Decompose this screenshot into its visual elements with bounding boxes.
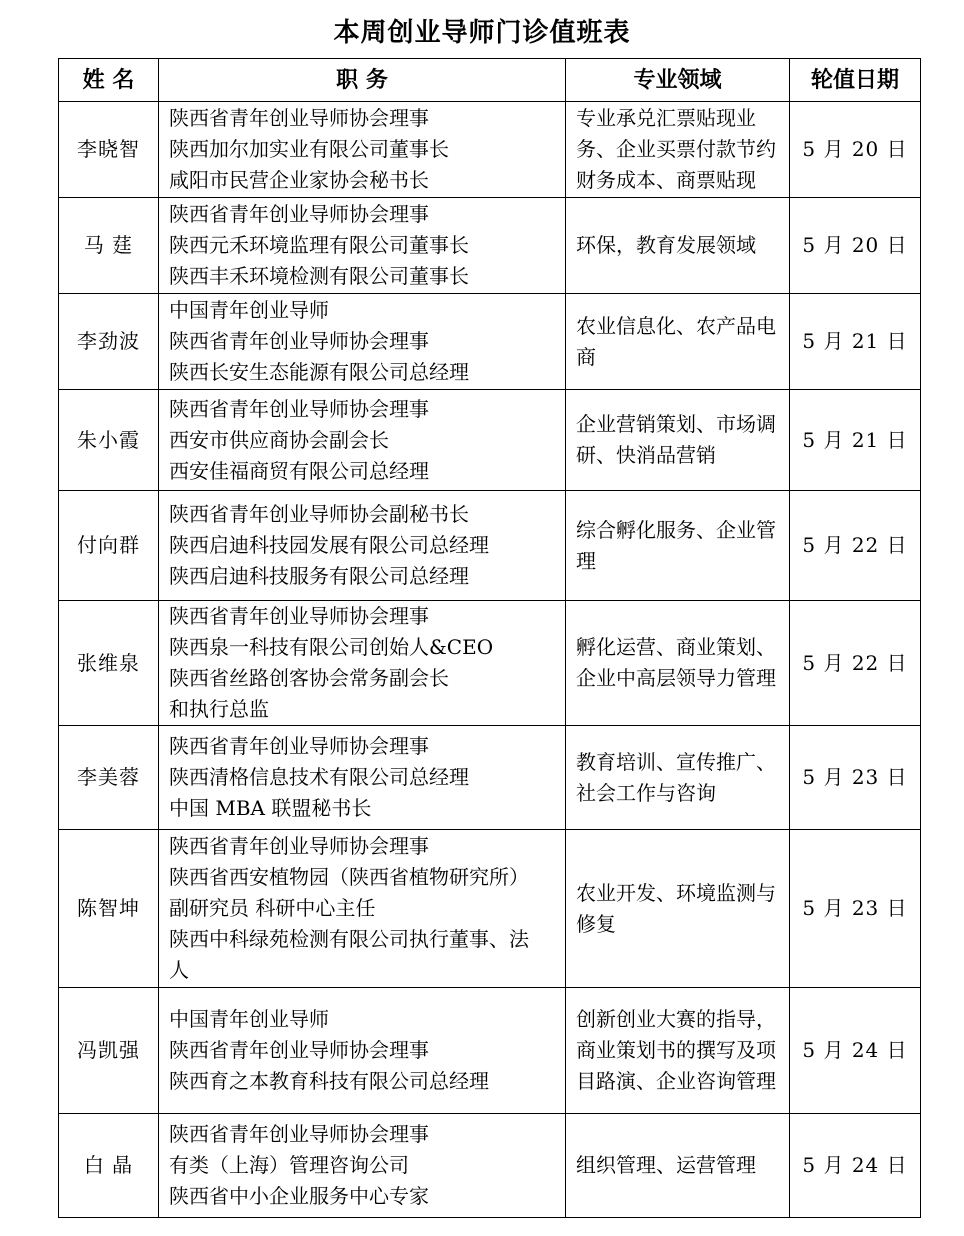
expertise-field: 企业营销策划、市场调研、快消品营销 (566, 390, 790, 491)
table-row (59, 830, 921, 988)
role-line: 陕西省中小企业服务中心专家 (169, 1184, 429, 1208)
role-line: 陕西育之本教育科技有限公司总经理 (169, 1069, 489, 1093)
mentor-roles (159, 830, 566, 988)
role-line: 陕西省青年创业导师协会理事 (169, 834, 429, 858)
table-row (59, 988, 921, 1114)
table-row (59, 198, 921, 294)
role-line: 陕西省西安植物园（陕西省植物研究所） (169, 865, 529, 889)
role-line: 西安佳福商贸有限公司总经理 (169, 458, 429, 483)
mentor-name: 付向群 (59, 491, 159, 601)
page-title: 本周创业导师门诊值班表 (333, 18, 631, 48)
mentor-name: 白 晶 (59, 1114, 159, 1218)
role-line: 陕西省青年创业导师协会副秘书长 (169, 502, 469, 526)
table-row (59, 390, 921, 491)
duty-date: 5 月 23 日 (790, 830, 921, 988)
table-row (59, 294, 921, 390)
header-roles: 职 务 (159, 59, 566, 102)
role-line: 陕西省丝路创客协会常务副会长 (169, 666, 449, 690)
duty-date: 5 月 22 日 (790, 491, 921, 601)
role-line: 陕西启迪科技园发展有限公司总经理 (169, 533, 489, 557)
role-line: 陕西省青年创业导师协会理事 (169, 202, 429, 226)
duty-date: 5 月 21 日 (790, 390, 921, 491)
role-line: 陕西省青年创业导师协会理事 (169, 106, 429, 130)
mentor-name: 陈智坤 (59, 830, 159, 988)
role-line: 陕西启迪科技服务有限公司总经理 (169, 564, 469, 588)
mentor-roles (159, 198, 566, 294)
role-line: 咸阳市民营企业家协会秘书长 (169, 168, 429, 192)
mentor-name: 马 莛 (59, 198, 159, 294)
duty-date: 5 月 22 日 (790, 601, 921, 726)
expertise-field: 专业承兑汇票贴现业务、企业买票付款节约财务成本、商票贴现 (566, 102, 790, 198)
role-line: 陕西省青年创业导师协会理事 (169, 604, 429, 628)
header-field: 专业领域 (566, 59, 790, 102)
role-line: 西安市供应商协会副会长 (169, 427, 389, 452)
role-line: 陕西省青年创业导师协会理事 (169, 1122, 429, 1146)
mentor-roles (159, 601, 566, 726)
role-line: 中国青年创业导师 (169, 298, 329, 322)
duty-date: 5 月 24 日 (790, 1114, 921, 1218)
role-line: 陕西丰禾环境检测有限公司董事长 (169, 264, 469, 288)
role-line: 陕西泉一科技有限公司创始人&CEO (169, 635, 494, 659)
role-line: 陕西加尔加实业有限公司董事长 (169, 137, 449, 161)
mentor-roles (159, 102, 566, 198)
expertise-field: 农业开发、环境监测与修复 (566, 830, 790, 988)
role-line: 陕西清格信息技术有限公司总经理 (169, 765, 469, 789)
header-row (59, 59, 921, 102)
role-line: 和执行总监 (169, 697, 269, 721)
header-date: 轮值日期 (790, 59, 921, 102)
role-line: 陕西省青年创业导师协会理事 (169, 1038, 429, 1062)
role-line: 中国青年创业导师 (169, 1007, 329, 1031)
role-line: 陕西省青年创业导师协会理事 (169, 329, 429, 353)
table-row (59, 601, 921, 726)
role-line: 有类（上海）管理咨询公司 (169, 1153, 409, 1177)
duty-date: 5 月 23 日 (790, 726, 921, 830)
role-line: 陕西省青年创业导师协会理事 (169, 734, 429, 758)
expertise-field: 综合孵化服务、企业管理 (566, 491, 790, 601)
expertise-field: 农业信息化、农产品电商 (566, 294, 790, 390)
duty-date: 5 月 20 日 (790, 102, 921, 198)
header-name: 姓 名 (59, 59, 159, 102)
mentor-roles (159, 988, 566, 1114)
mentor-name: 朱小霞 (59, 390, 159, 491)
role-line: 陕西元禾环境监理有限公司董事长 (169, 233, 469, 257)
mentor-roles (159, 390, 566, 491)
role-line: 副研究员 科研中心主任 (169, 896, 376, 920)
table-row (59, 491, 921, 601)
duty-date: 5 月 24 日 (790, 988, 921, 1114)
mentor-name: 李劲波 (59, 294, 159, 390)
role-line: 陕西省青年创业导师协会理事 (169, 396, 429, 421)
expertise-field: 环保，教育发展领域 (566, 198, 790, 294)
mentor-name: 李晓智 (59, 102, 159, 198)
duty-date: 5 月 20 日 (790, 198, 921, 294)
expertise-field: 创新创业大赛的指导，商业策划书的撰写及项目路演、企业咨询管理 (566, 988, 790, 1114)
role-line: 陕西中科绿苑检测有限公司执行董事、法 (169, 927, 529, 951)
mentor-roles (159, 294, 566, 390)
expertise-field: 教育培训、宣传推广、社会工作与咨询 (566, 726, 790, 830)
mentor-name: 李美蓉 (59, 726, 159, 830)
mentor-roles (159, 1114, 566, 1218)
roster-table (58, 58, 921, 1218)
role-line: 中国 MBA 联盟秘书长 (169, 796, 372, 820)
role-line: 陕西长安生态能源有限公司总经理 (169, 360, 469, 384)
mentor-roles (159, 491, 566, 601)
expertise-field: 组织管理、运营管理 (566, 1114, 790, 1218)
role-line: 人 (169, 958, 189, 982)
mentor-roles (159, 726, 566, 830)
table-row (59, 726, 921, 830)
table-row (59, 1114, 921, 1218)
expertise-field: 孵化运营、商业策划、企业中高层领导力管理 (566, 601, 790, 726)
duty-date: 5 月 21 日 (790, 294, 921, 390)
table-row (59, 102, 921, 198)
mentor-name: 张维泉 (59, 601, 159, 726)
mentor-name: 冯凯强 (59, 988, 159, 1114)
